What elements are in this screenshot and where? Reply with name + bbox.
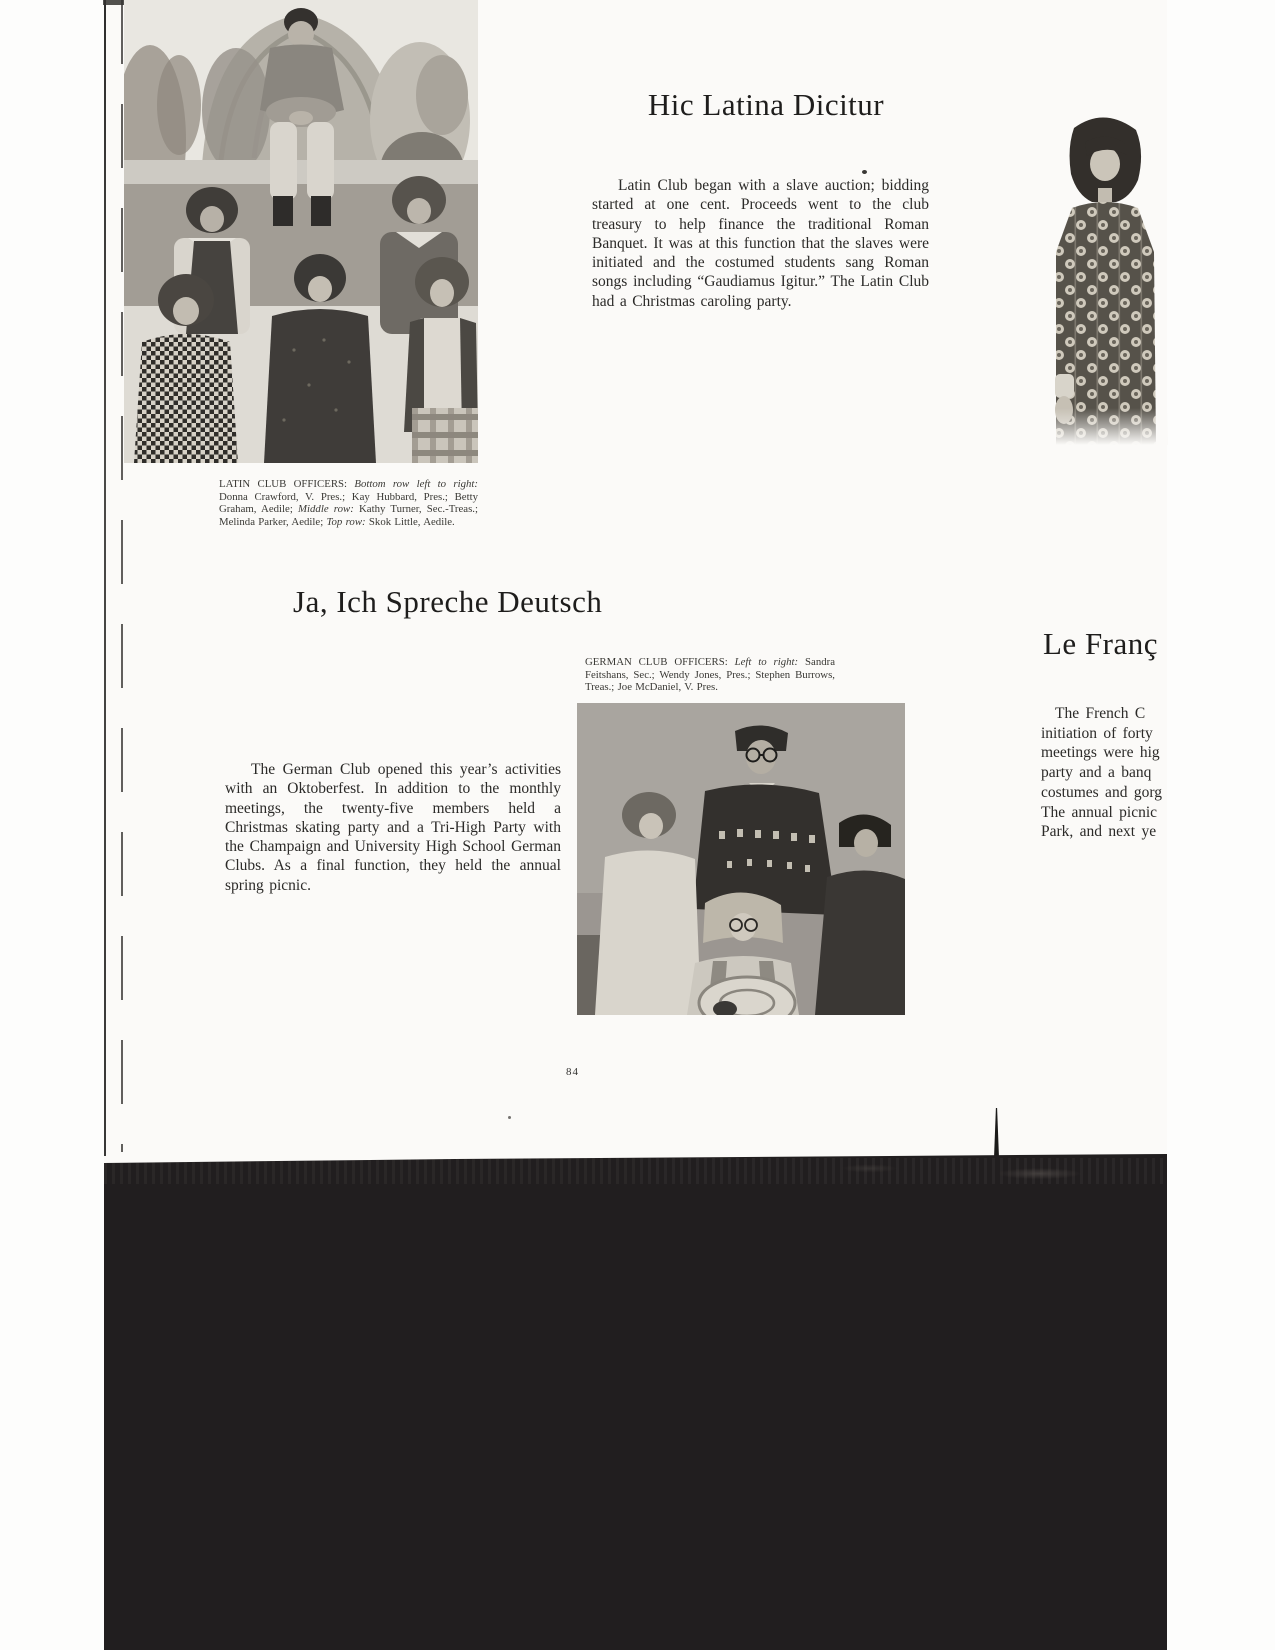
french-paragraph-line: costumes and gorg [1041, 783, 1162, 801]
german-photo-caption: GERMAN CLUB OFFICERS: Left to right: Sandra Feitshans, Sec.; Wendy Jones, Pres.; Stephen Burrows, Treas.; Joe McDaniel, V. Pres. [585, 656, 836, 693]
page-number: 84 [566, 1066, 579, 1078]
german-section-heading: Ja, Ich Spreche Deutsch [293, 583, 603, 619]
french-paragraph-line: initiation of forty [1041, 724, 1153, 742]
latin-section-paragraph: Latin Club began with a slave auction; bidding started at one cent. Proceeds went to the club treasury to help finance the traditional Roman Banquet. It was at this function that the slaves were initiated and the costumed students sang Roman songs including “Gaudiamus Igitur.” The Latin Club had a Christmas caroling party. [592, 177, 929, 310]
scan-speck [862, 170, 867, 174]
scan-speck [508, 1116, 511, 1119]
book-spine-line-secondary [121, 0, 123, 1152]
girl-figure [1055, 117, 1156, 445]
scan-black-region [104, 1152, 1167, 1650]
french-paragraph-line: Park, and next ye [1041, 823, 1157, 841]
book-spine-line [104, 0, 106, 1156]
german-club-officers-photo [577, 703, 905, 1015]
latin-club-officers-photo [124, 0, 478, 463]
french-club-girl-photo [1042, 100, 1168, 445]
latin-photo-caption: LATIN CLUB OFFICERS: Bottom row left to right: Donna Crawford, V. Pres.; Kay Hubbard, Pres.; Betty Graham, Aedile; Middle row: Kathy Turner, Sec.-Treas.; Melinda Parker, Aedile; Top row: Skok Little, Aedile. [219, 478, 478, 528]
french-paragraph-line: The French C [1055, 705, 1146, 722]
french-section-heading: Le Franç [1043, 625, 1159, 661]
french-section-paragraph [1041, 704, 1167, 842]
german-section-paragraph: The German Club opened this year’s activities with an Oktoberfest. In addition to the monthly meetings, the twenty-five members held a Christmas skating party and a Tri-High Party with the Champaign and University High School German Clubs. As a final function, they held the annual spring picnic. [225, 761, 561, 894]
french-paragraph-line: party and a banq [1041, 764, 1152, 782]
french-paragraph-line: meetings were hig [1041, 744, 1160, 762]
scan-grain-texture [104, 1158, 1167, 1184]
french-paragraph-line: The annual picnic [1041, 803, 1158, 821]
latin-section-heading: Hic Latina Dicitur [647, 86, 885, 122]
